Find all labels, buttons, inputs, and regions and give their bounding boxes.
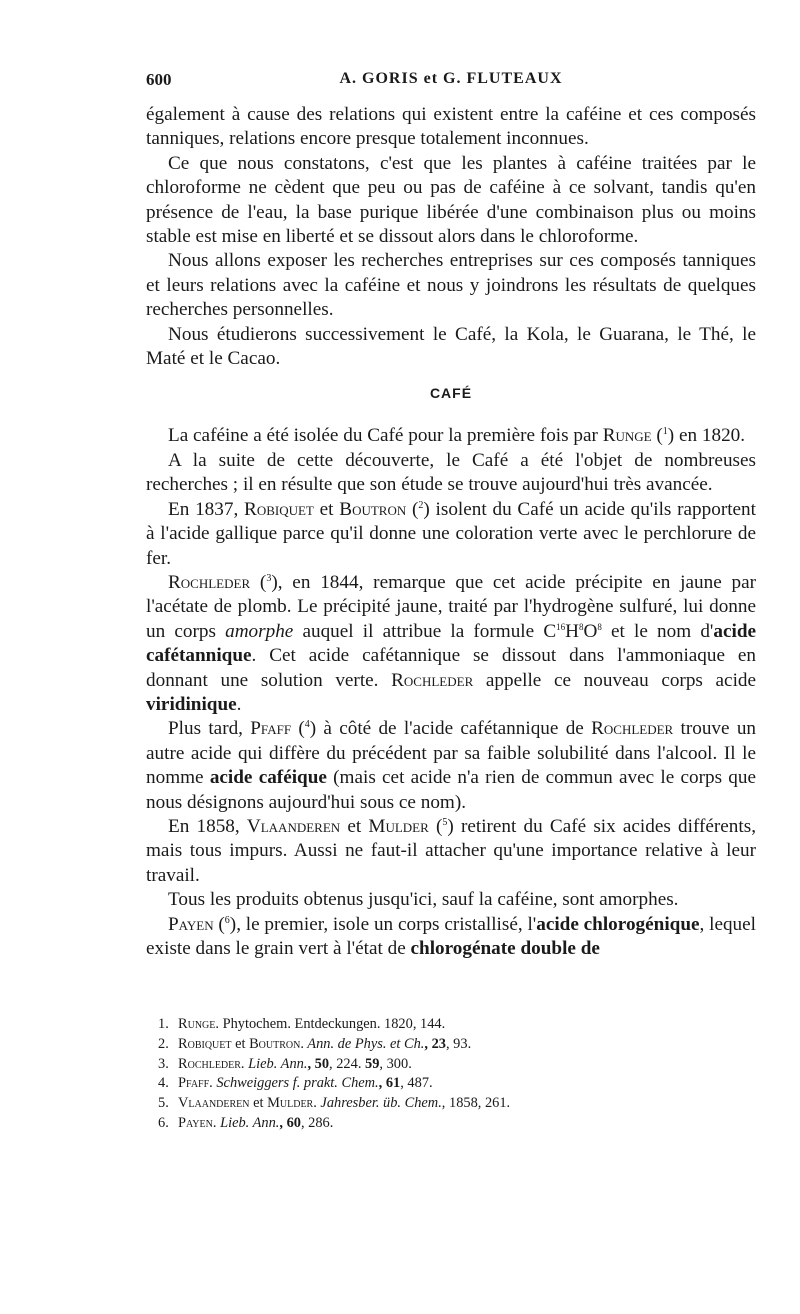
footnote: 6. Payen. Lieb. Ann., 60, 286.: [158, 1114, 334, 1131]
author-name: Runge: [602, 425, 652, 447]
bold-term: acide cafétannique: [146, 620, 757, 667]
page-header: [146, 70, 756, 98]
running-title: A. GORIS et G. FLUTEAUX: [339, 70, 563, 87]
author-name: Mulder: [368, 815, 429, 837]
footnote-ref: 2: [418, 499, 424, 511]
section-heading: CAFÉ: [429, 385, 473, 402]
paragraph: La caféine a été isolée du Café pour la première fois par Runge ($^1$) en 1820.: [168, 425, 746, 447]
footnote: 4. Pfaff. Schweiggers f. prakt. Chem., 61, 487.: [158, 1075, 433, 1092]
paragraph: Plus tard, Pfaff ($^4$) à côté de l'acide cafétannique de Rochleder trouve un autre acide qui diffère du précédent par sa faible solubilité dans l'alcool. Il le nomme acide caféique (mais cet acide n'a rien de commun avec le corps que nous désignons aujourd'hui sous ce nom).: [146, 718, 757, 813]
footnote-ref: 5: [442, 816, 448, 828]
paragraph: En 1837, Robiquet et Boutron ($^2$) isolent du Café un acide qu'ils rapportent à l'acide gallique parce qu'il donne une coloration verte avec le perchlorure de fer.: [146, 498, 756, 569]
paragraph: A la suite de cette découverte, le Café a été l'objet de nombreuses recherches ; il en résulte que son étude se trouve aujourd'hui très avancée.: [146, 449, 756, 496]
main-text: [146, 103, 756, 961]
paragraph: également à cause des relations qui existent entre la caféine et ces composés tanniques, relations encore presque totalement inconnues.: [146, 104, 756, 150]
footnote-ref: 6: [224, 914, 230, 926]
footnote: 2. Robiquet et Boutron. Ann. de Phys. et Ch., 23, 93.: [158, 1035, 472, 1052]
page-number: 600: [146, 70, 172, 89]
italic-term: amorphe: [225, 620, 294, 642]
footnote: 1. Runge. Phytochem. Entdeckungen. 1820, 144.: [158, 1016, 446, 1032]
paragraph: Tous les produits obtenus jusqu'ici, sauf la caféine, sont amorphes.: [168, 889, 679, 911]
footnote-ref: 1: [662, 426, 668, 438]
paragraph: Nous allons exposer les recherches entreprises sur ces composés tanniques et leurs relations avec la caféine et nous y joindrons les résultats de quelques recherches personnelles.: [146, 250, 756, 321]
paragraph: Ce que nous constatons, c'est que les plantes à caféine traitées par le chloroforme ne cèdent que peu ou pas de caféine à ce solvant, tandis qu'en présence de l'eau, la base purique libérée d'une combinaison plus ou moins stable est mise en liberté et se dissout alors dans le chloroforme.: [146, 152, 756, 248]
bold-term: viridinique: [146, 693, 237, 715]
footnote-ref: 3: [266, 572, 272, 584]
footnotes: [146, 1015, 746, 1134]
author-name: Rochleder: [391, 669, 474, 691]
author-name: Boutron: [339, 498, 407, 520]
paragraph: Payen ($^6$), le premier, isole un corps cristallisé, l'acide chlorogénique, lequel existe dans le grain vert à l'état de chlorogénate double de: [146, 913, 756, 959]
author-name: Robiquet: [244, 498, 314, 520]
author-name: Vlaanderen: [246, 815, 341, 837]
bold-term: chlorogénate double de: [410, 938, 600, 959]
footnote: 3. Rochleder. Lieb. Ann., 50, 224. 59, 300.: [158, 1055, 412, 1072]
footnote: 5. Vlaanderen et Mulder. Jahresber. üb. Chem., 1858, 261.: [158, 1095, 511, 1112]
author-name: Payen: [168, 913, 214, 935]
paragraph: Nous étudierons successivement le Café, la Kola, le Guarana, le Thé, le Maté et le Cacao.: [146, 323, 756, 370]
chemical-formula: $C^{16}H^8O^8$: [543, 620, 602, 642]
bold-term: acide chlorogénique: [536, 913, 700, 935]
author-name: Rochleder: [591, 718, 674, 740]
author-name: Rochleder: [168, 571, 251, 593]
bold-term: acide caféique: [209, 767, 327, 789]
paragraph: Rochleder ($^3$), en 1844, remarque que cet acide précipite en jaune par l'acétate de plomb. Le précipité jaune, traité par l'hydrogène sulfuré, lui donne un corps amorphe auquel il attribue la formule $C^{16}H^8O^8$ et le nom d'acide cafétannique. Cet acide cafétannique se dissout dans l'ammoniaque en donnant une solution verte. Rochleder appelle ce nouveau corps acide viridinique.: [146, 571, 757, 715]
paragraph: En 1858, Vlaanderen et Mulder ($^5$) retirent du Café six acides différents, mais tous impurs. Aussi ne faut-il attacher qu'une importance relative à leur travail.: [146, 815, 756, 886]
author-name: Pfaff: [250, 718, 292, 740]
footnote-ref: 4: [304, 719, 310, 731]
